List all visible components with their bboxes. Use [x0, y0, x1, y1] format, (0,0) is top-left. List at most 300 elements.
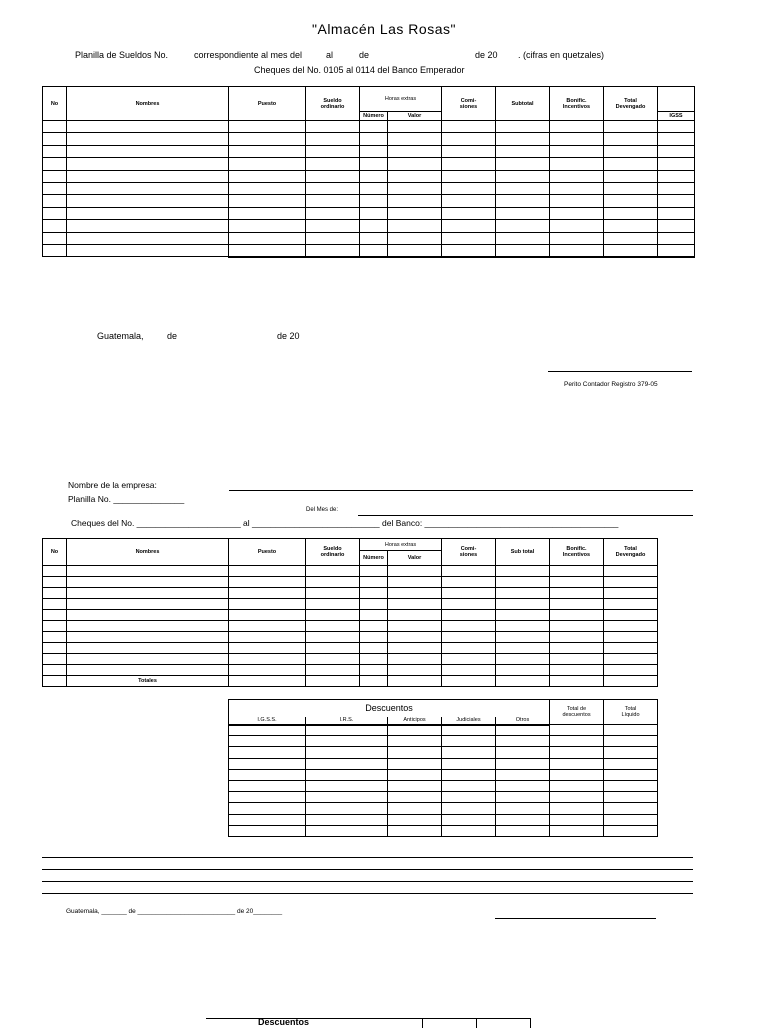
correspondiente-label: correspondiente al mes del [194, 50, 303, 60]
table-cell [229, 814, 306, 825]
table-cell [360, 610, 388, 621]
table-cell [388, 792, 442, 803]
table-cell [229, 747, 306, 758]
table-cell [604, 588, 658, 599]
table-row [229, 792, 658, 803]
table-row [43, 632, 658, 643]
table-cell [604, 207, 658, 219]
table-cell [388, 825, 442, 836]
table-cell [43, 195, 67, 207]
table-cell [43, 654, 67, 665]
table-cell [496, 725, 550, 736]
table-cell [360, 182, 388, 194]
table-cell [67, 121, 229, 133]
table-cell [496, 814, 550, 825]
table-cell [43, 145, 67, 157]
table-cell [306, 599, 360, 610]
table-cell [306, 133, 360, 145]
planilla-label: Planilla de Sueldos No. [75, 50, 169, 60]
table-cell [360, 599, 388, 610]
table-cell [360, 145, 388, 157]
planilla-no-label: Planilla No. _______________ [68, 494, 185, 504]
table-cell [658, 121, 695, 133]
table-cell [388, 814, 442, 825]
table-cell [496, 665, 550, 676]
table-row [229, 814, 658, 825]
header2-nombres: Nombres [67, 539, 229, 566]
table-cell [658, 145, 695, 157]
table-cell [360, 244, 388, 256]
table-cell [43, 220, 67, 232]
table-cell [229, 599, 306, 610]
table-cell [306, 665, 360, 676]
table-cell [550, 195, 604, 207]
header-judiciales: Judiciales [442, 717, 496, 725]
empresa-line [229, 490, 693, 491]
table-cell [604, 814, 658, 825]
table-cell [388, 736, 442, 747]
table-cell [43, 121, 67, 133]
table-cell [442, 566, 496, 577]
table-cell [67, 599, 229, 610]
table-cell [496, 566, 550, 577]
de-label: de [359, 50, 370, 60]
header-puesto: Puesto [229, 87, 306, 121]
table-cell [442, 736, 496, 747]
al-label: al [326, 50, 334, 60]
table-cell [604, 780, 658, 791]
table-cell [43, 133, 67, 145]
table-cell [442, 158, 496, 170]
table-row [43, 195, 695, 207]
table-row [43, 220, 695, 232]
table-cell [388, 207, 442, 219]
table-cell [306, 566, 360, 577]
table-cell [550, 599, 604, 610]
header-bonificacion: Bonific. Incentivos [550, 87, 604, 121]
header-nombres: Nombres [67, 87, 229, 121]
table-cell [67, 195, 229, 207]
table-row [229, 725, 658, 736]
header2-bonificacion: Bonific. Incentivos [550, 539, 604, 566]
table-cell [306, 769, 388, 780]
table-cell [67, 232, 229, 244]
table-cell [67, 182, 229, 194]
table-cell [360, 654, 388, 665]
table-cell [604, 725, 658, 736]
table-cell [388, 632, 442, 643]
table-cell [496, 643, 550, 654]
table-cell [388, 665, 442, 676]
table-cell [496, 232, 550, 244]
table-cell [360, 643, 388, 654]
table-cell [550, 643, 604, 654]
table-cell [229, 195, 306, 207]
table-cell [496, 654, 550, 665]
table-cell [550, 654, 604, 665]
table-cell [388, 145, 442, 157]
table-cell [306, 182, 360, 194]
del-mes-label: Del Mes de: [306, 507, 339, 513]
table-cell [67, 654, 229, 665]
table-cell [442, 621, 496, 632]
header-total-liquido: Total Líquido [604, 700, 658, 725]
table-cell [229, 736, 306, 747]
table-cell [604, 566, 658, 577]
table-row [229, 758, 658, 769]
table-cell [388, 220, 442, 232]
header2-subtotal: Sub total [496, 539, 550, 566]
table-cell [360, 621, 388, 632]
table-cell [229, 577, 306, 588]
table-cell [360, 665, 388, 676]
table-cell [550, 220, 604, 232]
table-cell [229, 133, 306, 145]
table-cell [442, 170, 496, 182]
table-cell [306, 220, 360, 232]
header-sueldo: Sueldo ordinario [306, 87, 360, 121]
table-cell [496, 577, 550, 588]
table-cell [306, 121, 360, 133]
guatemala-label: Guatemala, [97, 331, 144, 341]
table-cell [550, 780, 604, 791]
table-cell [604, 121, 658, 133]
table-cell [388, 121, 442, 133]
table-cell [550, 133, 604, 145]
table-cell [442, 588, 496, 599]
table-row [43, 654, 658, 665]
table-cell [496, 244, 550, 256]
table-cell [496, 220, 550, 232]
table-cell [496, 170, 550, 182]
table-cell [43, 207, 67, 219]
table-cell [388, 769, 442, 780]
header-subtotal: Subtotal [496, 87, 550, 121]
table-cell [442, 182, 496, 194]
bottom-table-top [206, 1018, 530, 1019]
table-cell [442, 780, 496, 791]
table-cell [388, 599, 442, 610]
table-cell [306, 825, 388, 836]
header-horas-extras: Horas extras [360, 87, 442, 112]
table-cell [550, 747, 604, 758]
table-cell [496, 182, 550, 194]
table-cell [306, 643, 360, 654]
table-cell [229, 220, 306, 232]
table-cell [496, 145, 550, 157]
table-cell [360, 158, 388, 170]
table-cell [604, 244, 658, 256]
table-cell [43, 182, 67, 194]
header-valor: Valor [388, 112, 442, 121]
table-cell [550, 158, 604, 170]
date-de20-label: de 20 [277, 331, 300, 341]
table-cell [604, 610, 658, 621]
perito-contador: Perito Contador Registro 379-05 [564, 381, 658, 388]
table-cell [388, 566, 442, 577]
descuentos-table [228, 699, 658, 837]
descuentos-title: Descuentos [229, 700, 550, 717]
table-cell [604, 758, 658, 769]
table-cell [550, 232, 604, 244]
table-cell [306, 195, 360, 207]
table-cell [496, 610, 550, 621]
notes-line-1 [42, 857, 693, 858]
header-numero: Número [360, 112, 388, 121]
table-cell [442, 747, 496, 758]
table-cell [229, 725, 306, 736]
table-cell [604, 665, 658, 676]
table-cell [550, 621, 604, 632]
table-cell [67, 207, 229, 219]
table-cell [67, 610, 229, 621]
table-cell [496, 825, 550, 836]
table-cell [604, 577, 658, 588]
table-cell [442, 654, 496, 665]
table-cell [229, 610, 306, 621]
table-cell [550, 588, 604, 599]
table-cell [43, 588, 67, 599]
table-row [43, 182, 695, 194]
table-cell [306, 145, 360, 157]
table-cell [306, 207, 360, 219]
table-cell [229, 792, 306, 803]
table-cell [604, 195, 658, 207]
header-total-descuentos: Total de descuentos [550, 700, 604, 725]
table-cell [496, 736, 550, 747]
document-title: "Almacén Las Rosas" [312, 21, 456, 37]
table-cell [388, 610, 442, 621]
table-cell [604, 747, 658, 758]
cifras-label: . (cifras en quetzales) [518, 50, 605, 60]
table-cell [306, 621, 360, 632]
table-cell [229, 182, 306, 194]
table-cell [604, 654, 658, 665]
table-row [43, 599, 658, 610]
table-cell [550, 207, 604, 219]
table-cell [496, 158, 550, 170]
table-cell [306, 610, 360, 621]
header-igss-desc: I.G.S.S. [229, 717, 306, 725]
table-cell [442, 792, 496, 803]
table-cell [67, 220, 229, 232]
table-cell [388, 621, 442, 632]
table-cell [388, 725, 442, 736]
table-cell [442, 665, 496, 676]
table-cell [67, 577, 229, 588]
table-cell [306, 736, 388, 747]
table-cell [43, 665, 67, 676]
table-cell [388, 643, 442, 654]
table-row [43, 121, 695, 133]
table-cell [229, 643, 306, 654]
table-cell [229, 758, 306, 769]
table-cell [388, 588, 442, 599]
table-cell [360, 632, 388, 643]
table-cell [43, 643, 67, 654]
table-cell [306, 725, 388, 736]
table-cell [229, 632, 306, 643]
planilla-table [42, 86, 695, 258]
table-cell [496, 588, 550, 599]
table-cell [550, 244, 604, 256]
table-row [43, 232, 695, 244]
table-cell [442, 232, 496, 244]
table-cell [229, 825, 306, 836]
header-irs: I.R.S. [306, 717, 388, 725]
table-cell [388, 803, 442, 814]
header2-no: No [43, 539, 67, 566]
table-cell [496, 599, 550, 610]
table-cell [658, 220, 695, 232]
table-cell [496, 632, 550, 643]
table-cell [496, 207, 550, 219]
header2-valor: Valor [388, 551, 442, 566]
table-cell [442, 643, 496, 654]
table-cell [43, 610, 67, 621]
table-cell [229, 145, 306, 157]
table-cell [388, 133, 442, 145]
table-cell [550, 145, 604, 157]
table-cell [442, 725, 496, 736]
table-cell [388, 232, 442, 244]
table-cell [658, 170, 695, 182]
table-row [43, 577, 658, 588]
table-cell [360, 195, 388, 207]
totales-label: Totales [67, 676, 229, 687]
table-cell [550, 769, 604, 780]
table-cell [67, 133, 229, 145]
table-cell [229, 803, 306, 814]
table-row [43, 665, 658, 676]
table-cell [658, 207, 695, 219]
table-cell [67, 566, 229, 577]
table-row [43, 170, 695, 182]
table-cell [43, 158, 67, 170]
del-mes-line [358, 515, 693, 516]
table-cell [360, 566, 388, 577]
table-row [43, 207, 695, 219]
table-cell [658, 195, 695, 207]
table-cell [496, 780, 550, 791]
table-cell [658, 133, 695, 145]
table-cell [43, 632, 67, 643]
table-cell [229, 121, 306, 133]
table-cell [306, 588, 360, 599]
table-cell [388, 758, 442, 769]
table-row [43, 133, 695, 145]
header2-numero: Número [360, 551, 388, 566]
table-cell [604, 621, 658, 632]
cheques-line: Cheques del No. 0105 al 0114 del Banco Emperador [254, 65, 465, 75]
header-igss: IGSS [658, 112, 695, 121]
table-cell [229, 654, 306, 665]
table-cell [442, 758, 496, 769]
table-cell [229, 769, 306, 780]
table-cell [306, 632, 360, 643]
table-row [43, 244, 695, 256]
table-cell [360, 133, 388, 145]
table-cell [306, 747, 388, 758]
table-cell [496, 195, 550, 207]
table-cell [229, 566, 306, 577]
table-cell [67, 643, 229, 654]
table-cell [360, 232, 388, 244]
header2-horas-extras: Horas extras [360, 539, 442, 551]
table-cell [496, 792, 550, 803]
table-cell [604, 632, 658, 643]
table-cell [229, 621, 306, 632]
table-cell [229, 232, 306, 244]
table-cell [43, 244, 67, 256]
table-cell [496, 747, 550, 758]
table-row [229, 803, 658, 814]
table-cell [604, 599, 658, 610]
table-cell [67, 170, 229, 182]
table-cell [442, 133, 496, 145]
table-cell [360, 207, 388, 219]
table-cell [360, 220, 388, 232]
table-cell [67, 588, 229, 599]
table-cell [658, 182, 695, 194]
table-cell [229, 665, 306, 676]
table-cell [658, 232, 695, 244]
table-cell [496, 121, 550, 133]
notes-line-4 [42, 893, 693, 894]
table-cell [658, 244, 695, 256]
table-cell [550, 577, 604, 588]
table-cell [442, 577, 496, 588]
table-cell [550, 725, 604, 736]
table-cell [496, 758, 550, 769]
table-cell [306, 780, 388, 791]
table-cell [43, 577, 67, 588]
table-cell [604, 769, 658, 780]
table-cell [306, 803, 388, 814]
table-cell [360, 588, 388, 599]
notes-line-3 [42, 881, 693, 882]
table-cell [604, 158, 658, 170]
empresa-label: Nombre de la empresa: [68, 480, 157, 490]
table-cell [360, 577, 388, 588]
table-cell [43, 232, 67, 244]
table-cell [67, 145, 229, 157]
table-cell [496, 803, 550, 814]
header2-total-devengado: Total Devengado [604, 539, 658, 566]
table-cell [442, 145, 496, 157]
notes-line-2 [42, 869, 693, 870]
table-cell [442, 632, 496, 643]
table-cell [550, 736, 604, 747]
table-cell [604, 170, 658, 182]
table-row [43, 643, 658, 654]
table-row [229, 769, 658, 780]
table-row [229, 747, 658, 758]
table-row [43, 588, 658, 599]
table-cell [604, 232, 658, 244]
table-cell [550, 814, 604, 825]
table-row [229, 736, 658, 747]
table-cell [388, 170, 442, 182]
table-row [229, 780, 658, 791]
table-cell [550, 632, 604, 643]
table-cell [604, 145, 658, 157]
table-cell [388, 158, 442, 170]
table-row [43, 145, 695, 157]
table-cell [496, 133, 550, 145]
table-cell [306, 654, 360, 665]
table-cell [604, 220, 658, 232]
